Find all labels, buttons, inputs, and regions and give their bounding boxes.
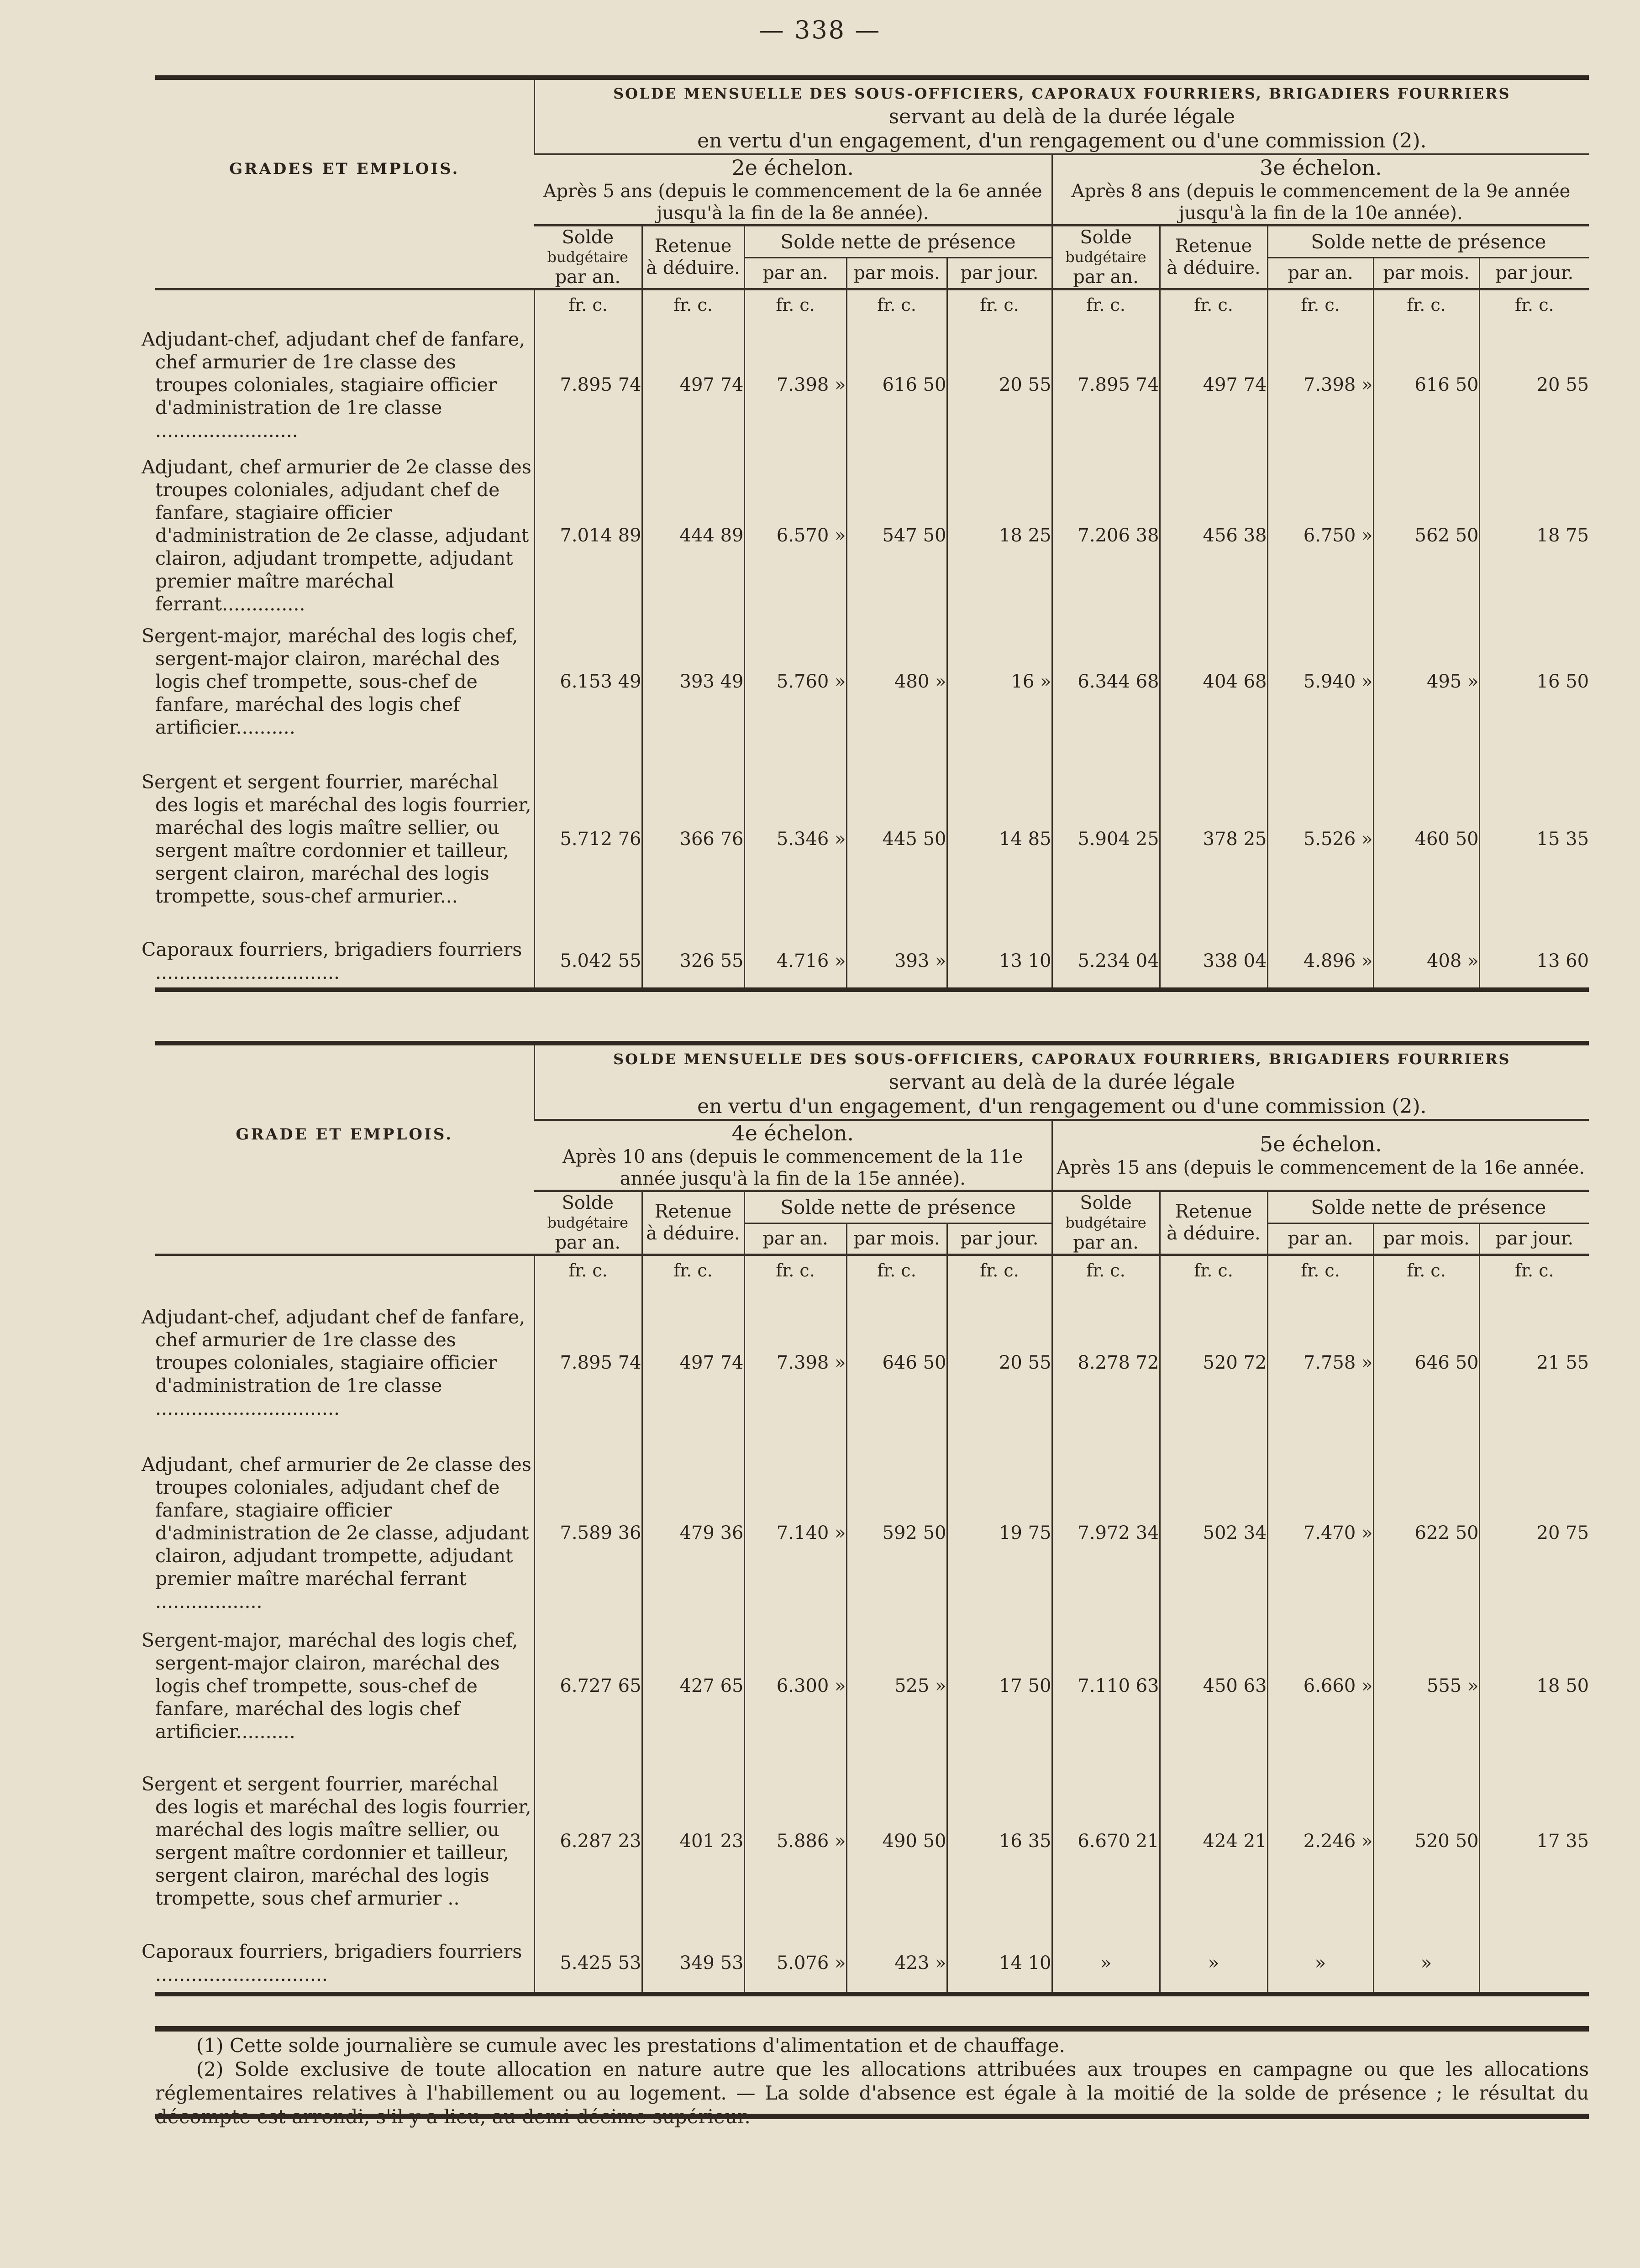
- title-line-2: servant au delà de la durée légale: [888, 1070, 1235, 1094]
- pay-value: 408 »: [1373, 935, 1479, 990]
- grades-header: GRADE ET EMPLOIS.: [155, 1043, 534, 1223]
- pay-value: 18 25: [947, 451, 1052, 620]
- col-retenue: Retenue à déduire.: [1160, 1191, 1267, 1255]
- pay-value: 497 74: [1160, 319, 1267, 451]
- unit-label: fr. c.: [1373, 289, 1479, 319]
- pay-value: 13 10: [947, 935, 1052, 990]
- pay-value: 460 50: [1373, 743, 1479, 935]
- pay-value: 401 23: [642, 1748, 744, 1935]
- title-caps: SOLDE MENSUELLE DES SOUS-OFFICIERS, CAPORAUX FOURRIERS, BRIGADIERS FOURRIERS: [613, 85, 1511, 102]
- pay-value: 5.760 »: [744, 620, 846, 743]
- unit-label: fr. c.: [1479, 1255, 1589, 1284]
- pay-value: 13 60: [1479, 935, 1589, 990]
- echelon-header: [1052, 154, 1589, 226]
- grade-label: Sergent et sergent fourrier, maréchal des logis et maréchal des logis fourrier, maréchal des logis maître sellier, ou sergent maître cordonnier et tailleur, sergent clairon, maréchal des logis trompette, sous chef armurier ..: [142, 1773, 531, 1909]
- page-number: — 338 —: [759, 16, 881, 44]
- pay-value: 5.886 »: [744, 1748, 846, 1935]
- pay-value: 427 65: [642, 1624, 744, 1748]
- pay-value: 20 75: [1479, 1442, 1589, 1624]
- col-retenue: Retenue à déduire.: [642, 226, 744, 289]
- col-par-an: par an.: [1267, 257, 1373, 289]
- pay-value: 366 76: [642, 743, 744, 935]
- pay-value: 7.758 »: [1267, 1284, 1373, 1442]
- pay-value: 349 53: [642, 1935, 744, 1994]
- table-title: [534, 78, 1589, 154]
- col-par-an: par an.: [1267, 1223, 1373, 1255]
- col-solde: Solde budgétaire par an.: [534, 226, 642, 289]
- pay-value: 6.287 23: [534, 1748, 642, 1935]
- unit-label: fr. c.: [846, 1255, 947, 1284]
- col-solde: Solde budgétaire par an.: [1052, 1191, 1160, 1255]
- unit-label: fr. c.: [642, 1255, 744, 1284]
- echelon-name: 2e échelon.: [731, 155, 854, 180]
- pay-value: 6.660 »: [1267, 1624, 1373, 1748]
- pay-value: 7.895 74: [1052, 319, 1160, 451]
- pay-value: 6.727 65: [534, 1624, 642, 1748]
- echelon-header: [1052, 1120, 1589, 1191]
- pay-value: 7.972 34: [1052, 1442, 1160, 1624]
- footnote-2: (2) Solde exclusive de toute allocation en nature autre que les allocations attribuées aux troupes en campagne ou que les allocations réglementaires relatives à l'habillement ou au logement. — La solde d'absence est égale à la moitié de la solde de présence ; le résultat du: [155, 2058, 1589, 2104]
- pay-value: 444 89: [642, 451, 744, 620]
- col-solde-nette: Solde nette de présence: [1267, 226, 1589, 257]
- top-rows: [142, 319, 1589, 990]
- unit-label: fr. c.: [744, 289, 846, 319]
- pay-value: 520 50: [1373, 1748, 1479, 1935]
- pay-value: 393 »: [846, 935, 947, 990]
- table-row: [155, 1442, 1589, 1624]
- pay-value: 16 »: [947, 620, 1052, 743]
- echelon-name: 3e échelon.: [1259, 155, 1382, 180]
- pay-value: 450 63: [1160, 1624, 1267, 1748]
- table-row: [155, 620, 1589, 743]
- col-solde-nette: Solde nette de présence: [744, 226, 1052, 257]
- pay-table-top: [142, 75, 1589, 992]
- unit-label: fr. c.: [534, 1255, 642, 1284]
- pay-value: 2.246 »: [1267, 1748, 1373, 1935]
- pay-value: 646 50: [1373, 1284, 1479, 1442]
- unit-label: fr. c.: [1479, 289, 1589, 319]
- title-line-3: en vertu d'un engagement, d'un rengagement ou d'une commission (2).: [697, 129, 1427, 153]
- pay-value: 18 50: [1479, 1624, 1589, 1748]
- divider: [155, 2026, 1589, 2032]
- pay-value: 7.140 »: [744, 1442, 846, 1624]
- grade-label: Sergent-major, maréchal des logis chef, sergent-major clairon, maréchal des logis chef trompette, sous-chef de fanfare, maréchal des logis chef artificier..........: [142, 1629, 518, 1743]
- pay-value: 5.076 »: [744, 1935, 846, 1994]
- pay-value: 479 36: [642, 1442, 744, 1624]
- pay-value: 592 50: [846, 1442, 947, 1624]
- unit-label: fr. c.: [947, 289, 1052, 319]
- pay-value: 326 55: [642, 935, 744, 990]
- pay-value: 622 50: [1373, 1442, 1479, 1624]
- pay-value: 6.570 »: [744, 451, 846, 620]
- unit-label: fr. c.: [846, 289, 947, 319]
- pay-value: 404 68: [1160, 620, 1267, 743]
- table-row: [155, 1284, 1589, 1442]
- grade-label: Adjudant-chef, adjudant chef de fanfare, chef armurier de 1re classe des troupes coloniales, stagiaire officier d'administration de 1re classe ...............................: [142, 1306, 526, 1420]
- pay-value: [1479, 1935, 1589, 1994]
- pay-value: 497 74: [642, 319, 744, 451]
- col-par-mois: par mois.: [846, 1223, 947, 1255]
- pay-value: 7.398 »: [744, 1284, 846, 1442]
- pay-value: 502 34: [1160, 1442, 1267, 1624]
- grades-header: GRADES ET EMPLOIS.: [155, 78, 534, 257]
- col-solde-nette: Solde nette de présence: [744, 1191, 1052, 1223]
- pay-value: 20 55: [1479, 319, 1589, 451]
- table-row: [155, 451, 1589, 620]
- pay-value: 7.895 74: [534, 1284, 642, 1442]
- pay-value: 562 50: [1373, 451, 1479, 620]
- pay-value: 378 25: [1160, 743, 1267, 935]
- pay-value: 5.526 »: [1267, 743, 1373, 935]
- echelon-name: 5e échelon.: [1259, 1132, 1382, 1157]
- grade-label: Adjudant, chef armurier de 2e classe des troupes coloniales, adjudant chef de fanfare, stagiaire officier d'administration de 2e classe, adjudant clairon, adjudant trompette, adjudant premier maître maréchal ferrant..............: [142, 456, 531, 615]
- unit-label: fr. c.: [1160, 1255, 1267, 1284]
- pay-value: 6.153 49: [534, 620, 642, 743]
- pay-value: 445 50: [846, 743, 947, 935]
- pay-value: 480 »: [846, 620, 947, 743]
- col-retenue: Retenue à déduire.: [642, 1191, 744, 1255]
- pay-value: 495 »: [1373, 620, 1479, 743]
- pay-value: 423 »: [846, 1935, 947, 1994]
- grade-label: Caporaux fourriers, brigadiers fourriers ...............................: [155, 935, 534, 990]
- unit-label: fr. c.: [1160, 289, 1267, 319]
- pay-value: 6.670 21: [1052, 1748, 1160, 1935]
- unit-label: fr. c.: [1052, 1255, 1160, 1284]
- col-par-mois: par mois.: [1373, 1223, 1479, 1255]
- pay-value: »: [1373, 1935, 1479, 1994]
- col-par-an: par an.: [744, 1223, 846, 1255]
- pay-value: 497 74: [642, 1284, 744, 1442]
- table-row: [155, 319, 1589, 451]
- pay-value: 7.206 38: [1052, 451, 1160, 620]
- pay-value: 4.716 »: [744, 935, 846, 990]
- pay-value: 16 35: [947, 1748, 1052, 1935]
- pay-value: 338 04: [1160, 935, 1267, 990]
- pay-value: 14 10: [947, 1935, 1052, 1994]
- pay-value: 7.895 74: [534, 319, 642, 451]
- pay-value: »: [1160, 1935, 1267, 1994]
- unit-label: fr. c.: [1267, 289, 1373, 319]
- pay-value: 6.300 »: [744, 1624, 846, 1748]
- table-row: [155, 1624, 1589, 1748]
- pay-value: 4.896 »: [1267, 935, 1373, 990]
- title-caps: SOLDE MENSUELLE DES SOUS-OFFICIERS, CAPORAUX FOURRIERS, BRIGADIERS FOURRIERS: [613, 1050, 1511, 1068]
- pay-value: 7.014 89: [534, 451, 642, 620]
- unit-label: fr. c.: [744, 1255, 846, 1284]
- pay-value: 7.589 36: [534, 1442, 642, 1624]
- pay-value: 5.234 04: [1052, 935, 1160, 990]
- col-par-mois: par mois.: [1373, 257, 1479, 289]
- pay-value: »: [1267, 1935, 1373, 1994]
- grade-label: Sergent-major, maréchal des logis chef, sergent-major clairon, maréchal des logis chef trompette, sous-chef de fanfare, maréchal des logis chef artificier..........: [142, 625, 518, 738]
- echelon-header: [534, 154, 1052, 226]
- echelon-desc: Après 5 ans (depuis le commencement de la 6e année jusqu'à la fin de la 8e année).: [543, 181, 1042, 224]
- pay-value: 646 50: [846, 1284, 947, 1442]
- pay-value: 424 21: [1160, 1748, 1267, 1935]
- table-row: [155, 1748, 1589, 1935]
- pay-value: 616 50: [846, 319, 947, 451]
- col-solde-nette: Solde nette de présence: [1267, 1191, 1589, 1223]
- pay-value: 20 55: [947, 319, 1052, 451]
- pay-value: 7.110 63: [1052, 1624, 1160, 1748]
- table-row: [155, 935, 1589, 990]
- unit-label: fr. c.: [642, 289, 744, 319]
- footnote-1: (1) Cette solde journalière se cumule avec les prestations d'alimentation et de chauffage.: [196, 2034, 1065, 2057]
- pay-value: 5.425 53: [534, 1935, 642, 1994]
- echelon-desc: Après 8 ans (depuis le commencement de la 9e année jusqu'à la fin de la 10e année).: [1071, 181, 1571, 224]
- pay-value: 8.278 72: [1052, 1284, 1160, 1442]
- pay-value: 456 38: [1160, 451, 1267, 620]
- col-par-jour: par jour.: [1479, 1223, 1589, 1255]
- col-par-mois: par mois.: [846, 257, 947, 289]
- pay-value: 17 50: [947, 1624, 1052, 1748]
- col-par-an: par an.: [744, 257, 846, 289]
- pay-value: 547 50: [846, 451, 947, 620]
- pay-value: 18 75: [1479, 451, 1589, 620]
- col-par-jour: par jour.: [947, 1223, 1052, 1255]
- unit-label: fr. c.: [534, 289, 642, 319]
- col-par-jour: par jour.: [1479, 257, 1589, 289]
- pay-value: 17 35: [1479, 1748, 1589, 1935]
- pay-value: 5.904 25: [1052, 743, 1160, 935]
- pay-value: 393 49: [642, 620, 744, 743]
- pay-value: 6.344 68: [1052, 620, 1160, 743]
- pay-value: 6.750 »: [1267, 451, 1373, 620]
- col-solde: Solde budgétaire par an.: [534, 1191, 642, 1255]
- pay-value: 7.398 »: [744, 319, 846, 451]
- pay-value: 5.712 76: [534, 743, 642, 935]
- pay-value: 21 55: [1479, 1284, 1589, 1442]
- pay-value: 15 35: [1479, 743, 1589, 935]
- pay-value: 7.470 »: [1267, 1442, 1373, 1624]
- echelon-desc: Après 10 ans (depuis le commencement de la 11e année jusqu'à la fin de la 15e année).: [562, 1146, 1023, 1190]
- pay-value: 555 »: [1373, 1624, 1479, 1748]
- pay-value: 525 »: [846, 1624, 947, 1748]
- pay-value: 20 55: [947, 1284, 1052, 1442]
- bottom-rows: [142, 1284, 1589, 1994]
- pay-value: 19 75: [947, 1442, 1052, 1624]
- pay-value: 490 50: [846, 1748, 947, 1935]
- table-row: [155, 1935, 1589, 1994]
- col-par-jour: par jour.: [947, 257, 1052, 289]
- pay-value: »: [1052, 1935, 1160, 1994]
- unit-label: fr. c.: [1267, 1255, 1373, 1284]
- echelon-header: [534, 1120, 1052, 1191]
- title-line-2: servant au delà de la durée légale: [888, 105, 1235, 128]
- title-line-3: en vertu d'un engagement, d'un rengagement ou d'une commission (2).: [697, 1095, 1427, 1118]
- unit-label: fr. c.: [1052, 289, 1160, 319]
- grade-label: Adjudant-chef, adjudant chef de fanfare, chef armurier de 1re classe des troupes coloniales, stagiaire officier d'administration de 1re classe ........................: [142, 328, 526, 441]
- pay-value: 5.042 55: [534, 935, 642, 990]
- pay-value: 5.940 »: [1267, 620, 1373, 743]
- pay-value: 520 72: [1160, 1284, 1267, 1442]
- divider: [155, 2114, 1589, 2119]
- pay-table-bottom: [142, 1041, 1589, 1996]
- pay-value: 16 50: [1479, 620, 1589, 743]
- col-solde: Solde budgétaire par an.: [1052, 226, 1160, 289]
- table-row: [155, 743, 1589, 935]
- echelon-desc: Après 15 ans (depuis le commencement de la 16e année.: [1057, 1157, 1585, 1179]
- unit-label: fr. c.: [947, 1255, 1052, 1284]
- grade-label: Adjudant, chef armurier de 2e classe des troupes coloniales, adjudant chef de fanfare, stagiaire officier d'administration de 2e classe, adjudant clairon, adjudant trompette, adjudant premier maître maréchal ferrant ..................: [142, 1453, 531, 1612]
- pay-value: 14 85: [947, 743, 1052, 935]
- pay-value: 616 50: [1373, 319, 1479, 451]
- pay-value: 7.398 »: [1267, 319, 1373, 451]
- col-retenue: Retenue à déduire.: [1160, 226, 1267, 289]
- pay-value: 5.346 »: [744, 743, 846, 935]
- echelon-name: 4e échelon.: [731, 1121, 854, 1146]
- grade-label: Caporaux fourriers, brigadiers fourriers .............................: [155, 1935, 534, 1994]
- unit-label: fr. c.: [1373, 1255, 1479, 1284]
- grade-label: Sergent et sergent fourrier, maréchal des logis et maréchal des logis fourrier, maréchal des logis maître sellier, ou sergent maître cordonnier et tailleur, sergent clairon, maréchal des logis trompette, sous-chef armurier...: [142, 771, 531, 907]
- table-title: [534, 1043, 1589, 1120]
